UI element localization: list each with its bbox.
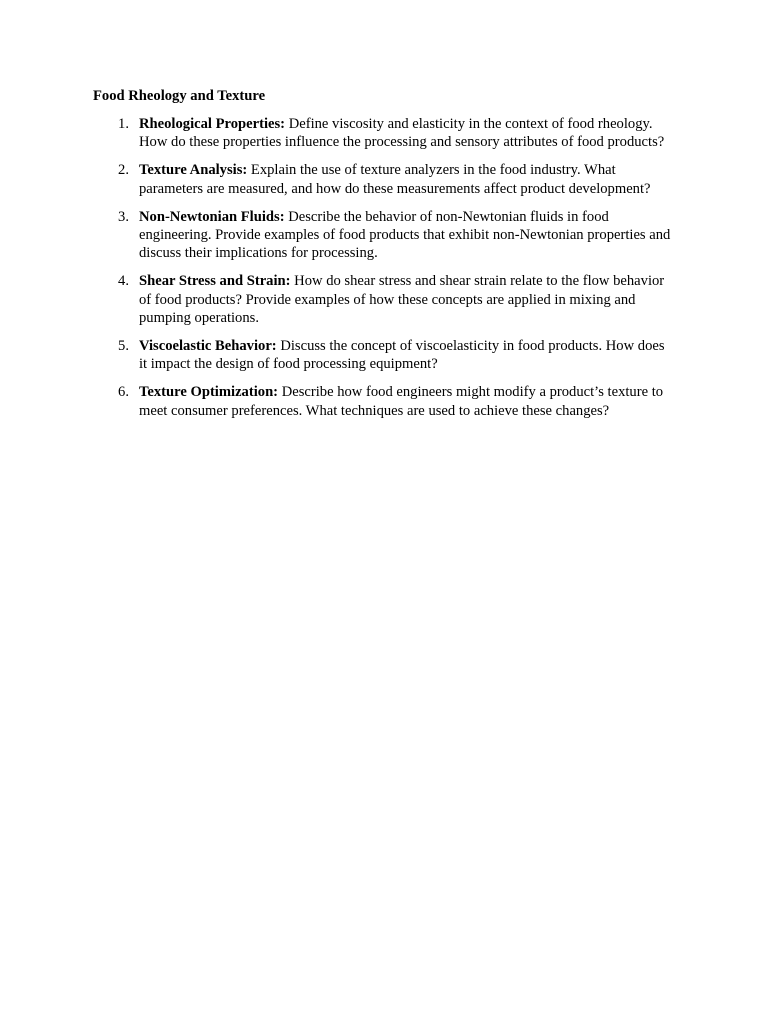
list-item-number: 4.	[118, 273, 129, 290]
list-item-term: Texture Optimization:	[139, 384, 279, 401]
question-list	[93, 115, 673, 430]
list-item-number: 5.	[118, 338, 129, 355]
list-item-text: Explain the use of texture analyzers in the food industry. What parameters are measured, and how do these measurements affect product development?	[139, 162, 651, 197]
list-item	[93, 272, 673, 327]
list-item	[93, 161, 673, 197]
list-item	[93, 208, 673, 263]
list-item-text: Describe how food engineers might modify a product’s texture to meet consumer preferences. What techniques are used to achieve these changes?	[139, 384, 664, 419]
list-item-number: 2.	[118, 162, 129, 179]
list-item	[93, 115, 673, 151]
list-item-term: Non-Newtonian Fluids:	[139, 208, 285, 225]
document-title: Food Rheology and Texture	[93, 88, 266, 104]
list-item-text: Define viscosity and elasticity in the context of food rheology. How do these properties influence the processing and sensory attributes of food products?	[139, 116, 665, 151]
list-item-text: How do shear stress and shear strain relate to the flow behavior of food products? Provide examples of how these concepts are applied in mixing and pumping operations.	[139, 273, 665, 326]
list-item	[93, 383, 673, 419]
list-item-number: 3.	[118, 208, 129, 225]
list-item-term: Shear Stress and Strain:	[139, 273, 291, 290]
list-item-text: Discuss the concept of viscoelasticity in food products. How does it impact the design of food processing equipment?	[139, 338, 665, 373]
list-item-number: 1.	[118, 116, 129, 132]
list-item-number: 6.	[118, 384, 129, 401]
list-item-text: Describe the behavior of non-Newtonian fluids in food engineering. Provide examples of food products that exhibit non-Newtonian properties and discuss their implications for processing.	[139, 208, 671, 262]
list-item-term: Rheological Properties:	[139, 116, 286, 132]
list-item	[93, 337, 673, 373]
list-item-term: Texture Analysis:	[139, 162, 248, 179]
list-item-term: Viscoelastic Behavior:	[139, 338, 277, 355]
